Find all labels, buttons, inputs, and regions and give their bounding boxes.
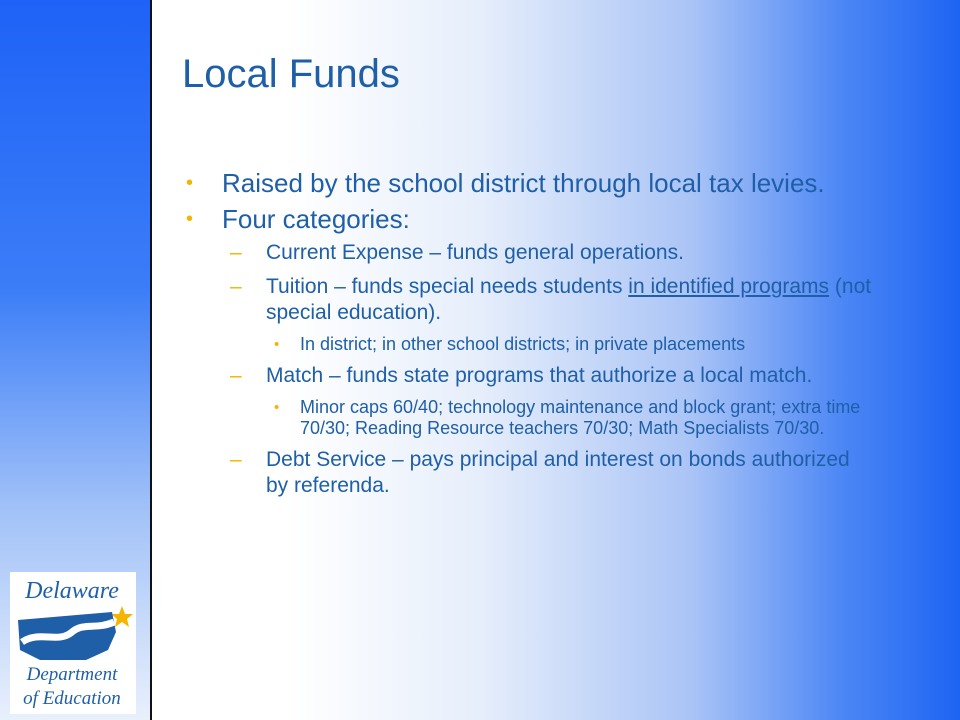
sub-item-text: Current Expense – funds general operations. [266, 241, 684, 264]
sub-item-text-tail: (not special education). [266, 275, 872, 324]
sub-item-match [186, 363, 876, 389]
logo-department-text: Department [26, 664, 118, 685]
detail-item-text: In district; in other school districts; in private placements [300, 334, 746, 354]
list-item-text: Four categories: [222, 204, 410, 234]
detail-item-text: Minor caps 60/40; technology maintenance and block grant; extra time 70/30; Reading Resource teachers 70/30; Math Specialists 70/30. [300, 397, 861, 438]
detail-item-tuition [186, 334, 876, 355]
detail-item-match [186, 397, 876, 439]
sub-item-tuition [186, 274, 876, 326]
list-item-text: Raised by the school district through local tax levies. [222, 168, 825, 198]
bullet-icon: • [186, 208, 194, 230]
slide-content [186, 168, 876, 507]
sub-item-debt-service [186, 447, 876, 499]
dash-icon: – [230, 448, 242, 471]
dash-icon: – [230, 275, 242, 298]
sub-item-current-expense [186, 240, 876, 266]
bullet-icon: • [274, 399, 280, 416]
sub-item-text: Debt Service – pays principal and interest on bonds authorized by referenda. [266, 448, 850, 497]
list-item [186, 168, 876, 198]
delaware-doe-logo [10, 572, 136, 714]
sub-item-text: Tuition – funds special needs students [266, 275, 629, 298]
dash-icon: – [230, 364, 242, 387]
bullet-icon: • [274, 336, 280, 353]
identified-programs-text: in identified programs [628, 275, 830, 298]
dash-icon: – [230, 241, 242, 264]
logo-education-text: of Education [23, 688, 121, 709]
list-item [186, 204, 876, 234]
logo-delaware-text: Delaware [25, 578, 119, 604]
bullet-icon: • [186, 172, 194, 194]
page-title: Local Funds [182, 52, 400, 96]
sub-item-text: Match – funds state programs that authorize a local match. [266, 364, 813, 387]
